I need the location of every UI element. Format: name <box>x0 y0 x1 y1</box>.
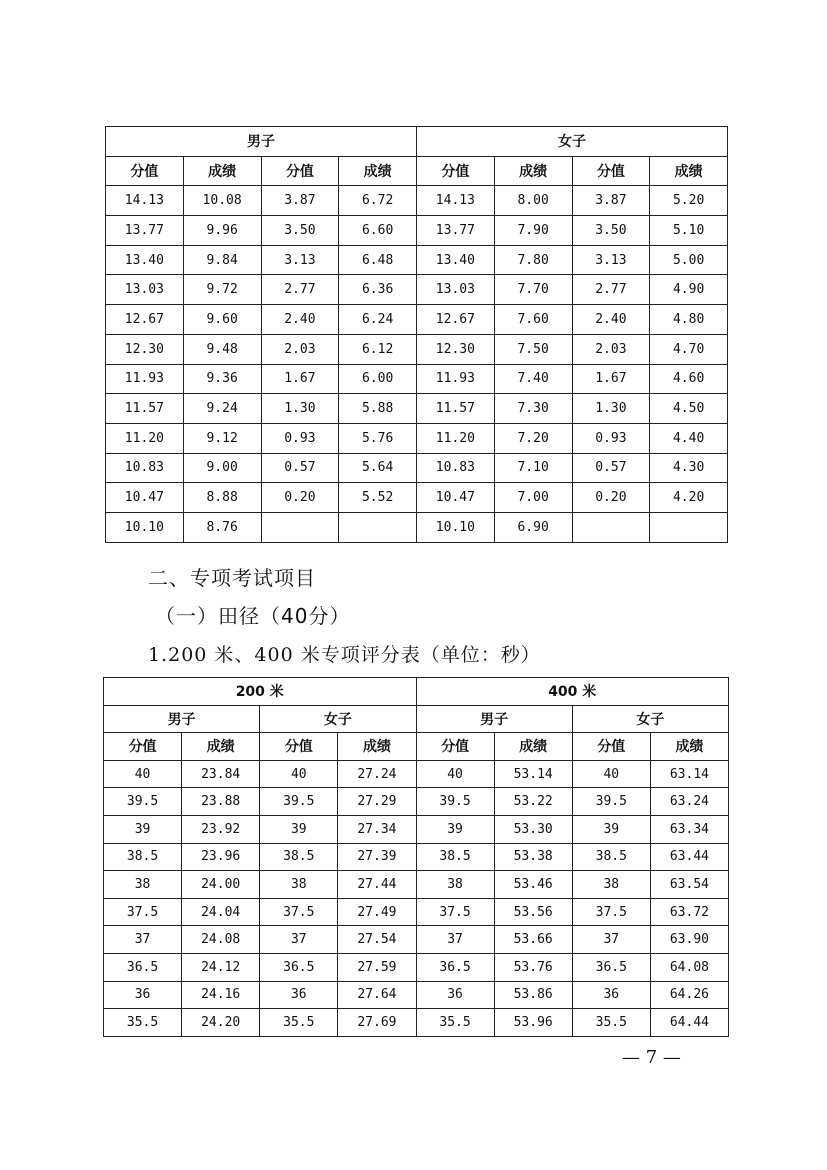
table-cell: 53.76 <box>494 953 572 981</box>
table-cell: 8.00 <box>494 186 572 216</box>
table-cell: 10.10 <box>417 512 495 542</box>
table-row <box>104 1009 729 1037</box>
table-cell: 7.60 <box>494 305 572 335</box>
table-cell: 5.20 <box>650 186 728 216</box>
table-cell <box>650 512 728 542</box>
table-cell: 7.70 <box>494 275 572 305</box>
table-cell: 39 <box>104 815 182 843</box>
table-cell: 24.04 <box>182 898 260 926</box>
table-cell: 2.40 <box>261 305 339 335</box>
table-cell: 40 <box>416 760 494 788</box>
table-cell: 8.88 <box>183 483 261 513</box>
table-cell: 1.67 <box>572 364 650 394</box>
table-cell: 63.24 <box>650 788 728 816</box>
table-cell <box>572 512 650 542</box>
table-cell: 40 <box>104 760 182 788</box>
table-cell <box>339 512 417 542</box>
table-row <box>106 394 728 424</box>
col-score: 分值 <box>416 733 494 761</box>
col-result: 成绩 <box>183 156 261 186</box>
table-cell: 14.13 <box>106 186 184 216</box>
table-cell: 13.77 <box>106 216 184 246</box>
table-cell: 3.87 <box>572 186 650 216</box>
table-cell: 2.03 <box>572 334 650 364</box>
men-header: 男子 <box>104 705 260 733</box>
table-cell: 5.00 <box>650 245 728 275</box>
col-score: 分值 <box>104 733 182 761</box>
table-cell: 63.44 <box>650 843 728 871</box>
table-cell: 3.13 <box>261 245 339 275</box>
col-result: 成绩 <box>339 156 417 186</box>
table-row <box>106 334 728 364</box>
table-cell: 2.40 <box>572 305 650 335</box>
table-cell: 37 <box>572 926 650 954</box>
table-cell: 7.90 <box>494 216 572 246</box>
table-cell: 9.24 <box>183 394 261 424</box>
table-row <box>104 953 729 981</box>
table-cell: 9.12 <box>183 423 261 453</box>
table-cell: 10.47 <box>417 483 495 513</box>
table-cell: 53.86 <box>494 981 572 1009</box>
table-cell: 6.60 <box>339 216 417 246</box>
table-cell: 27.29 <box>338 788 416 816</box>
table-cell: 10.10 <box>106 512 184 542</box>
table-cell: 37.5 <box>104 898 182 926</box>
table-cell: 39 <box>572 815 650 843</box>
table-cell: 23.84 <box>182 760 260 788</box>
table-cell: 5.10 <box>650 216 728 246</box>
table-cell: 64.26 <box>650 981 728 1009</box>
table-cell: 3.50 <box>572 216 650 246</box>
table-cell: 35.5 <box>572 1009 650 1037</box>
table-cell: 27.59 <box>338 953 416 981</box>
table-cell: 39.5 <box>572 788 650 816</box>
table-cell: 36 <box>104 981 182 1009</box>
table-cell: 39.5 <box>104 788 182 816</box>
table-cell: 13.40 <box>417 245 495 275</box>
event-400-header: 400 米 <box>416 678 729 706</box>
table-cell: 13.03 <box>417 275 495 305</box>
col-score: 分值 <box>106 156 184 186</box>
table-cell: 36 <box>416 981 494 1009</box>
table-cell: 38.5 <box>416 843 494 871</box>
table-cell: 13.40 <box>106 245 184 275</box>
table-row <box>106 364 728 394</box>
table-cell: 12.30 <box>417 334 495 364</box>
subsection-heading: （一）田径（40分） <box>155 604 351 628</box>
table-row <box>104 898 729 926</box>
table-cell: 36 <box>572 981 650 1009</box>
table-cell: 36 <box>260 981 338 1009</box>
table-cell: 39.5 <box>416 788 494 816</box>
table-cell: 0.93 <box>261 423 339 453</box>
table-cell: 27.44 <box>338 871 416 899</box>
table-cell: 7.00 <box>494 483 572 513</box>
men-header: 男子 <box>106 127 417 157</box>
table-cell: 2.77 <box>261 275 339 305</box>
table-cell: 37 <box>260 926 338 954</box>
table-cell: 2.03 <box>261 334 339 364</box>
table-cell: 13.03 <box>106 275 184 305</box>
table-cell: 38 <box>260 871 338 899</box>
table-cell: 38.5 <box>572 843 650 871</box>
col-score: 分值 <box>572 156 650 186</box>
table-cell: 24.12 <box>182 953 260 981</box>
table-cell: 9.00 <box>183 453 261 483</box>
table-cell: 9.60 <box>183 305 261 335</box>
table-cell: 38 <box>104 871 182 899</box>
table-cell: 24.08 <box>182 926 260 954</box>
table-cell: 38 <box>572 871 650 899</box>
table-cell: 4.20 <box>650 483 728 513</box>
table-header-row <box>106 127 728 157</box>
table-cell: 36.5 <box>260 953 338 981</box>
table-cell: 53.96 <box>494 1009 572 1037</box>
table-cell: 11.57 <box>417 394 495 424</box>
table-cell: 6.36 <box>339 275 417 305</box>
table-cell: 39 <box>416 815 494 843</box>
table-cell: 0.20 <box>572 483 650 513</box>
table-cell: 4.40 <box>650 423 728 453</box>
table-cell: 64.08 <box>650 953 728 981</box>
table-cell: 38 <box>416 871 494 899</box>
table-caption: 1.200 米、400 米专项评分表（单位：秒） <box>148 644 541 666</box>
table-cell: 9.36 <box>183 364 261 394</box>
table-row <box>106 216 728 246</box>
table-cell: 37.5 <box>260 898 338 926</box>
table-cell: 27.54 <box>338 926 416 954</box>
table-cell: 3.13 <box>572 245 650 275</box>
table-cell: 11.20 <box>106 423 184 453</box>
table-cell: 4.50 <box>650 394 728 424</box>
score-table-1 <box>105 126 728 543</box>
table-row <box>104 926 729 954</box>
table-cell: 7.40 <box>494 364 572 394</box>
table-cell: 9.84 <box>183 245 261 275</box>
table-cell: 5.88 <box>339 394 417 424</box>
col-result: 成绩 <box>494 156 572 186</box>
table-row <box>104 843 729 871</box>
table-cell: 53.46 <box>494 871 572 899</box>
table-cell: 38.5 <box>260 843 338 871</box>
table-cell: 7.30 <box>494 394 572 424</box>
table-cell: 63.14 <box>650 760 728 788</box>
table-cell: 5.52 <box>339 483 417 513</box>
table-cell: 9.96 <box>183 216 261 246</box>
table-cell: 24.16 <box>182 981 260 1009</box>
col-result: 成绩 <box>182 733 260 761</box>
table-cell: 53.14 <box>494 760 572 788</box>
col-result: 成绩 <box>650 156 728 186</box>
table-cell: 5.64 <box>339 453 417 483</box>
table-cell: 6.00 <box>339 364 417 394</box>
table-cell: 37 <box>104 926 182 954</box>
table-cell: 53.66 <box>494 926 572 954</box>
col-result: 成绩 <box>338 733 416 761</box>
table-cell: 37 <box>416 926 494 954</box>
table-cell: 4.30 <box>650 453 728 483</box>
table-cell: 9.48 <box>183 334 261 364</box>
table-row <box>106 483 728 513</box>
table-cell: 7.20 <box>494 423 572 453</box>
table-cell: 4.70 <box>650 334 728 364</box>
table-cell: 3.87 <box>261 186 339 216</box>
table-cell: 53.56 <box>494 898 572 926</box>
table-cell: 7.10 <box>494 453 572 483</box>
table-cell: 10.08 <box>183 186 261 216</box>
table-header-row <box>104 678 729 706</box>
table-cell: 37.5 <box>416 898 494 926</box>
table-cell: 64.44 <box>650 1009 728 1037</box>
table-cell: 27.69 <box>338 1009 416 1037</box>
col-score: 分值 <box>261 156 339 186</box>
table-cell: 13.77 <box>417 216 495 246</box>
table-cell: 1.30 <box>572 394 650 424</box>
table-cell: 36.5 <box>572 953 650 981</box>
table-cell: 63.34 <box>650 815 728 843</box>
table-cell: 27.24 <box>338 760 416 788</box>
table-cell: 27.49 <box>338 898 416 926</box>
table-cell: 12.67 <box>106 305 184 335</box>
page-number: — 7 — <box>622 1047 681 1068</box>
table-subheader-row <box>106 156 728 186</box>
score-table-2 <box>103 677 729 1037</box>
table-row <box>104 815 729 843</box>
table-row <box>106 186 728 216</box>
women-header: 女子 <box>572 705 728 733</box>
table-cell: 36.5 <box>416 953 494 981</box>
table-cell: 35.5 <box>104 1009 182 1037</box>
table-cell: 27.34 <box>338 815 416 843</box>
table-cell: 4.60 <box>650 364 728 394</box>
table-cell: 35.5 <box>260 1009 338 1037</box>
table-cell: 40 <box>572 760 650 788</box>
table-cell: 10.47 <box>106 483 184 513</box>
col-score: 分值 <box>417 156 495 186</box>
table-row <box>106 453 728 483</box>
table-cell: 63.54 <box>650 871 728 899</box>
table-cell: 63.90 <box>650 926 728 954</box>
table-cell: 7.50 <box>494 334 572 364</box>
table-cell: 7.80 <box>494 245 572 275</box>
table-row <box>106 512 728 542</box>
section-heading: 二、专项考试项目 <box>148 566 316 590</box>
table-cell: 5.76 <box>339 423 417 453</box>
table-cell: 6.72 <box>339 186 417 216</box>
table-cell: 6.24 <box>339 305 417 335</box>
table-row <box>106 423 728 453</box>
table-cell: 35.5 <box>416 1009 494 1037</box>
table-row <box>106 245 728 275</box>
table-cell: 11.93 <box>106 364 184 394</box>
table-cell: 37.5 <box>572 898 650 926</box>
table-cell: 1.30 <box>261 394 339 424</box>
table-cell: 53.22 <box>494 788 572 816</box>
table-cell: 6.90 <box>494 512 572 542</box>
col-result: 成绩 <box>650 733 728 761</box>
table-subheader-row <box>104 733 729 761</box>
women-header: 女子 <box>417 127 728 157</box>
table-row <box>104 871 729 899</box>
table-cell: 1.67 <box>261 364 339 394</box>
table-cell <box>261 512 339 542</box>
table-cell: 23.92 <box>182 815 260 843</box>
table-cell: 11.93 <box>417 364 495 394</box>
table-cell: 10.83 <box>106 453 184 483</box>
table-row <box>106 305 728 335</box>
table-cell: 23.96 <box>182 843 260 871</box>
table-cell: 0.20 <box>261 483 339 513</box>
table-cell: 3.50 <box>261 216 339 246</box>
table-cell: 24.20 <box>182 1009 260 1037</box>
table-cell: 0.93 <box>572 423 650 453</box>
table-cell: 38.5 <box>104 843 182 871</box>
table-row <box>104 760 729 788</box>
table-cell: 14.13 <box>417 186 495 216</box>
table-cell: 12.67 <box>417 305 495 335</box>
table-cell: 63.72 <box>650 898 728 926</box>
table-cell: 6.12 <box>339 334 417 364</box>
table-cell: 12.30 <box>106 334 184 364</box>
table-cell: 0.57 <box>572 453 650 483</box>
table-cell: 4.80 <box>650 305 728 335</box>
table-cell: 6.48 <box>339 245 417 275</box>
table-cell: 53.38 <box>494 843 572 871</box>
table-cell: 24.00 <box>182 871 260 899</box>
table-cell: 36.5 <box>104 953 182 981</box>
table-cell: 11.57 <box>106 394 184 424</box>
table-cell: 0.57 <box>261 453 339 483</box>
col-score: 分值 <box>260 733 338 761</box>
table-cell: 27.64 <box>338 981 416 1009</box>
table-cell: 39 <box>260 815 338 843</box>
table-cell: 39.5 <box>260 788 338 816</box>
table-cell: 53.30 <box>494 815 572 843</box>
table-cell: 2.77 <box>572 275 650 305</box>
table-cell: 4.90 <box>650 275 728 305</box>
table-cell: 23.88 <box>182 788 260 816</box>
table-cell: 11.20 <box>417 423 495 453</box>
table-row <box>104 788 729 816</box>
women-header: 女子 <box>260 705 416 733</box>
table-cell: 9.72 <box>183 275 261 305</box>
table-cell: 40 <box>260 760 338 788</box>
table-row <box>106 275 728 305</box>
col-score: 分值 <box>572 733 650 761</box>
col-result: 成绩 <box>494 733 572 761</box>
event-200-header: 200 米 <box>104 678 417 706</box>
men-header: 男子 <box>416 705 572 733</box>
table-cell: 8.76 <box>183 512 261 542</box>
table-cell: 27.39 <box>338 843 416 871</box>
table-row <box>104 981 729 1009</box>
table-cell: 10.83 <box>417 453 495 483</box>
table-gender-row <box>104 705 729 733</box>
